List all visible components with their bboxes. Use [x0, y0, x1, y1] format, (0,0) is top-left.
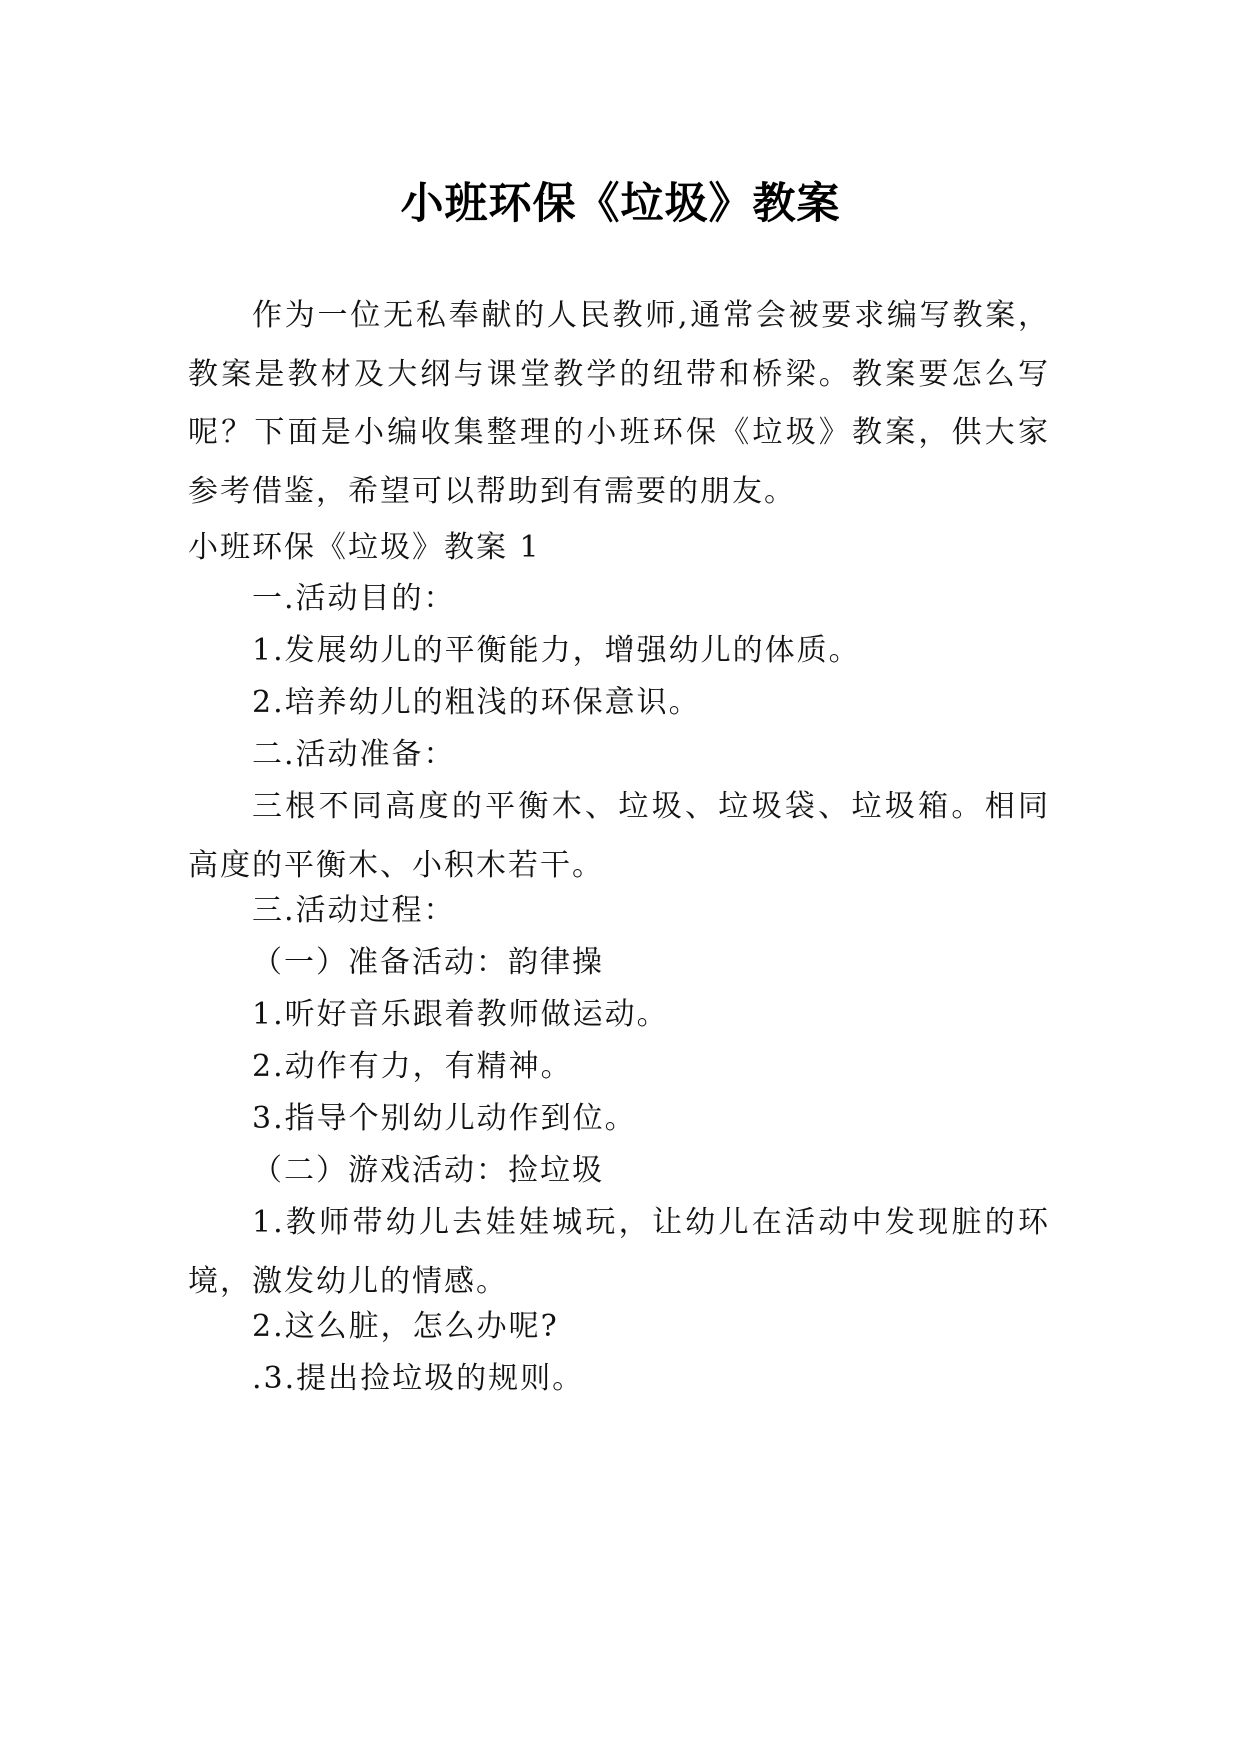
heading-preparation: 二.活动准备：: [252, 737, 456, 772]
heading-objectives: 一.活动目的：: [252, 581, 456, 616]
preparation-paragraph: 三根不同高度的平衡木、垃圾、垃圾袋、垃圾箱。相同高度的平衡木、小积木若干。: [188, 789, 1050, 883]
list-item: 2.培养幼儿的粗浅的环保意识。: [252, 685, 701, 720]
list-item: 2.这么脏，怎么办呢?: [252, 1309, 559, 1344]
list-item: 3.指导个别幼儿动作到位。: [252, 1101, 637, 1136]
heading-process: 三.活动过程：: [252, 893, 456, 928]
list-item: 2.动作有力，有精神。: [252, 1049, 573, 1084]
list-item: 1.发展幼儿的平衡能力，增强幼儿的体质。: [252, 633, 861, 668]
list-item: .3.提出捡垃圾的规则。: [252, 1361, 585, 1396]
document-title: 小班环保《垃圾》教案: [400, 178, 841, 229]
intro-paragraph: 作为一位无私奉献的人民教师,通常会被要求编写教案，教案是教材及大纲与课堂教学的纽带和桥梁。教案要怎么写呢？下面是小编收集整理的小班环保《垃圾》教案，供大家参考借鉴，希望可以帮助到有需要的朋友。: [188, 298, 1050, 509]
subheading-warmup: （一）准备活动：韵律操: [252, 945, 604, 980]
section-heading: 小班环保《垃圾》教案 1: [188, 530, 541, 565]
game-step-paragraph: 1.教师带幼儿去娃娃城玩，让幼儿在活动中发现脏的环境，激发幼儿的情感。: [188, 1205, 1050, 1299]
list-item: 1.听好音乐跟着教师做运动。: [252, 997, 669, 1032]
subheading-game: （二）游戏活动：捡垃圾: [252, 1153, 604, 1188]
